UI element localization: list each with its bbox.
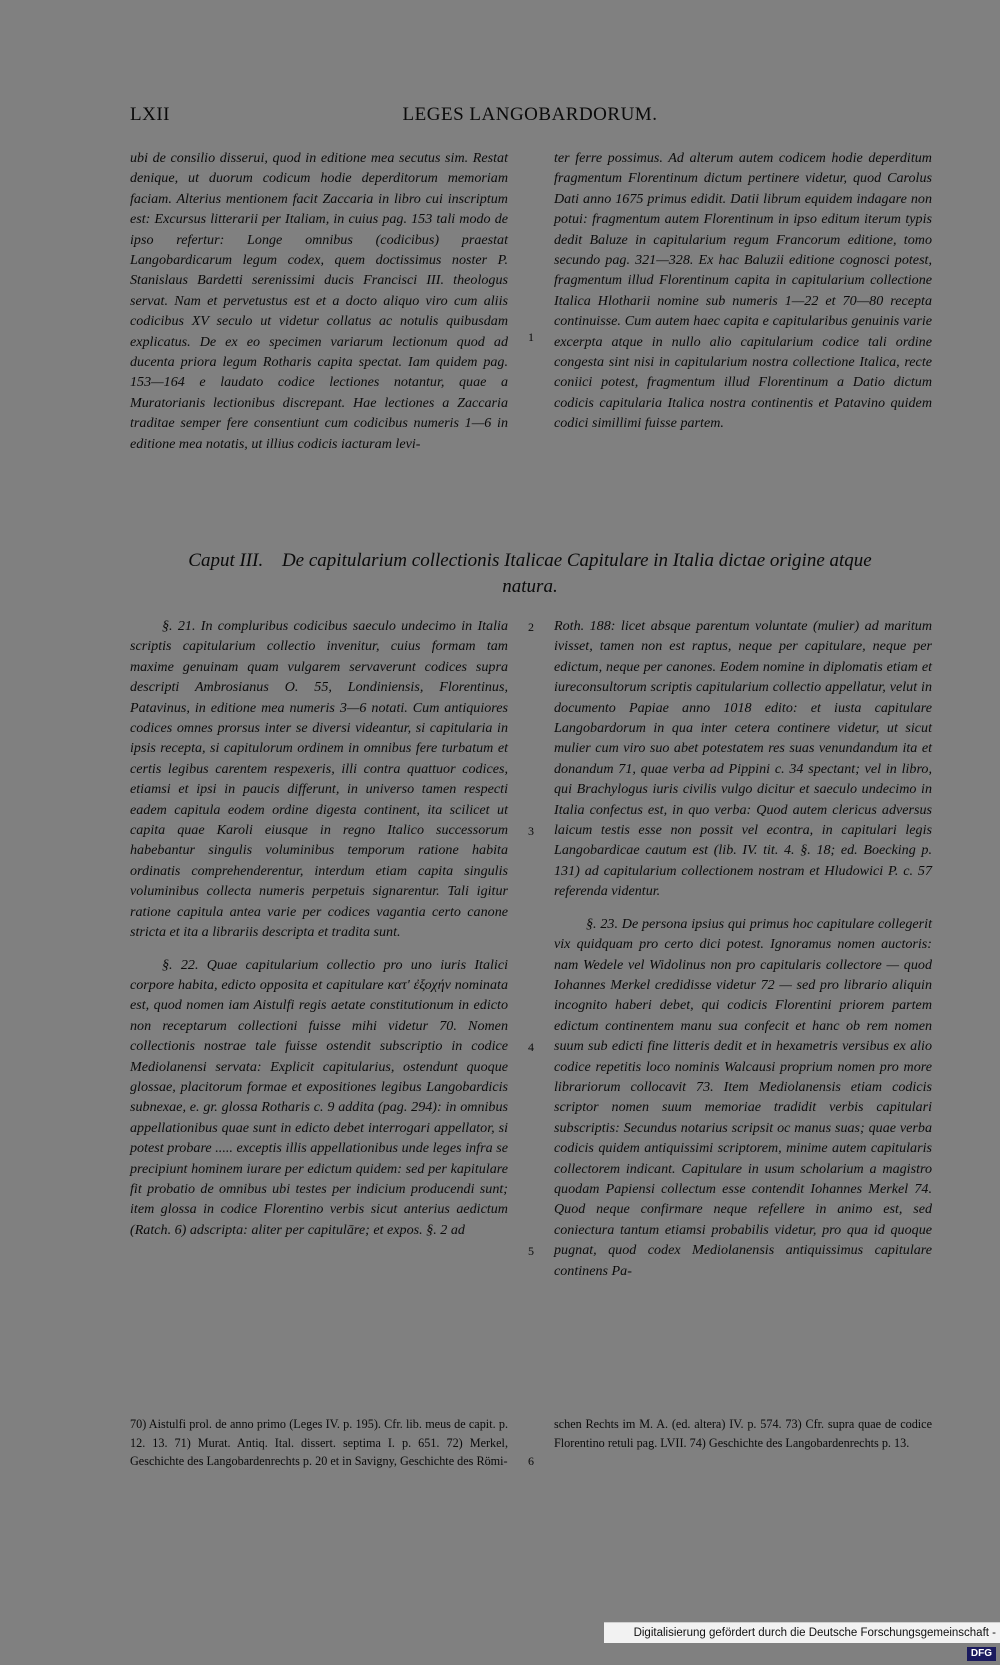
page-number: LXII (130, 104, 170, 125)
chapter-title: De capitularium collectionis Italicae Capitulare in Italia dictae origine atque natura. (281, 550, 872, 597)
line-number: 2 (528, 620, 534, 634)
dfg-logo: DFG (967, 1647, 996, 1661)
line-number: 1 (528, 330, 534, 344)
running-title: LEGES LANGOBARDORUM. (402, 104, 658, 125)
line-number: 5 (528, 1244, 534, 1258)
page-header (130, 104, 930, 130)
funding-text: Digitalisierung gefördert durch die Deutsche Forschungsgemeinschaft - (633, 1627, 996, 1639)
text-column-upper-left (130, 148, 508, 454)
text-column-upper-right (554, 148, 932, 434)
text-column-lower-left (130, 616, 508, 1240)
paragraph: Roth. 188: licet absque parentum voluntate (mulier) ad maritum ivisset, tamen non est raptus, neque per capitulare, neque per edictum, neque per canones. Eodem nomine in diplomatis etiam et iureconsultorum scriptis capitularium collectio appellatur, velut in documento Papiae anno 1018 edito: et iusta capitulare Langobardorum in qua inter cetera continere videtur, ut sicut mulier cum viro suo abet potestatem res suas venundandum ita et donandum 71, quae verba ad Pippini c. 34 spectant; vel in libro, qui Brachylogus iuris civilis vulgo dicitur et saeculo undecimo in Italia confectus est, in quo verba: Quod autem clericus adversus laicum testis esse non possit vel econtra, in capitulari legis Langobardicae cautum est (lib. IV. tit. 4. §. 18; ed. Boecking p. 131) ad capitularium collectionem nostram et Hludowici P. c. 57 referenda videntur. (554, 618, 932, 900)
line-number: 3 (528, 824, 534, 838)
section-23: §. 23. De persona ipsius qui primus hoc capitulare collegerit vix quidquam pro certo dici potest. Ignoramus nomen auctoris: nam Wedele vel Widolinus non pro capitularis collectore — quod Iohannes Merkel credidisse videtur 72 — sed pro librario aliquin incognito haberi debet, qui codicis Florentini priorem partem edictum continentem manu sua confecit et hanc ob rem nomen suum sub edicti fine litteris dedit et in hexametris versibus ex alio codice repetitis loco nominis Walcausi proprium nomen pro more librariorum collocavit 73. Item Mediolanensis etiam codicis scriptor nomen suum memoriae tradidit verbis capitulari subscriptis: Secundus notarius scripsit oc manus suas; quae verba codicis quidem antiquissimi scriptorem, minime autem capitularis collectorem indicant. Capitulare in usum scholarium a magistro quodam Papiensi collectum esse contendit Iohannes Merkel 74. Quod neque confirmare neque refellere in animo est, sed coniectura tantum etiamsi probabilis videtur, pro qua id quoque pugnat, quod codex Mediolanensis antiquissimus capitulare continens Pa- (554, 915, 932, 1279)
paragraph: ubi de consilio disserui, quod in editione mea secutus sim. Restat denique, ut duorum codicum hodie deperditorum memoriam faciam. Alterius mentionem facit Zaccaria in libro cui inscriptum est: Excursus litterarii per Italiam, in cuius pag. 153 tali modo de ipso refertur: Longe omnibus (codicibus) praestat Langobardicarum legum codex, quem doctissimus noster P. Stanislaus Bardetti serenissimi ducis Francisci III. theologus servat. Nam et pervetustus est et a docto aliquo viro cum aliis codicibus XV seculo ut videtur collatus ac notulis quibusdam explicatus. De ex eo specimen variarum lectionum quod ad ducenta priora legum Rotharis capita spectat. Iam quidem pag. 153—164 e laudato codice lectiones notantur, quae a Muratorianis lectionibus discrepant. Hae lectiones a Zaccaria traditae semper fere consentiunt cum codicibus numeris 1—6 in editione mea notatis, ut illius codicis iacturam levi- (130, 150, 508, 452)
footnote-text: schen Rechts im M. A. (ed. altera) IV. p. 574. 73) Cfr. supra quae de codice Florentino retuli pag. LVII. 74) Geschichte des Langobardenrechts p. 13. (554, 1417, 932, 1450)
line-number: 6 (528, 1454, 534, 1468)
chapter-heading (160, 548, 900, 600)
paragraph: ter ferre possimus. Ad alterum autem codicem hodie deperditum fragmentum Florentinum dictum pertinere videtur, quod Carolus Dati anno 1675 primus edidit. Datii librum equidem indagare non potui: fragmentum autem Florentinum in ipso editum iterum typis dedit Baluze in capitularium regum Francorum editione, tomo secundo pag. 321—328. Ex hac Baluzii editione cognosci potest, fragmentum illud Florentinum capita in capitularium collectione Italica Hlotharii nomine sub numeris 1—22 et 70—80 recepta continuisse. Cum autem haec capita e capitularibus genuinis varie excerpta atque in nullo alio capitularium codice tali ordine congesta sint nisi in capitularium nostra collectione Italica, recte coniici potest, fragmentum illud Florentinum a Datio dictum codicis capitularia Italica nostra continentis et Patavino quidem codici simillimi fuisse partem. (554, 150, 932, 432)
footnote-text: 70) Aistulfi prol. de anno primo (Leges IV. p. 195). Cfr. lib. meus de capit. p. 12. 13. 71) Murat. Antiq. Ital. dissert. septima I. p. 651. 72) Merkel, Geschichte des Langobardenrechts p. 20 et in Savigny, Geschichte des Römi- (130, 1417, 508, 1469)
section-22: §. 22. Quae capitularium collectio pro uno iuris Italici corpore habita, edicto opposita et capitulare κατ' ἐξοχήν nominata est, quod nomen iam Aistulfi regis aetate constitutionum in edicto non receptarum collectioni fuisse mihi videtur 70. Nomen collectionis nostrae tale fuisse ostendit subscriptio in codice Mediolanensi servata: Explicit capitularius, ostendunt quoque glossae, placitorum formae et expositiones legibus Langobardicis subnexae, e. gr. glossa Rotharis c. 9 addita (pag. 294): in omnibus appellationibus quae sunt in edicto debet interrogari appellator, si potest probare ..... exceptis illis appellationibus unde leges infra se precipiunt hominem iurare per edictum quidem: sed per kapitulare fit probatio de omnibus ubi testes per indicium producendi sunt; item glossa in codice Florentino verbis sicut anterius aedictum (Ratch. 6) adscripta: aliter per capitulāre; et expos. §. 2 ad (130, 956, 508, 1238)
footnotes-right (554, 1415, 932, 1452)
chapter-label: Caput III. (188, 550, 264, 571)
text-column-lower-right (554, 616, 932, 1281)
section-21: §. 21. In compluribus codicibus saeculo undecimo in Italia scriptis capitularium collectio invenitur, cuius formam tam maxime genuinam quam vulgarem servaverunt codices supra descripti Ambrosianus O. 55, Londiniensis, Florentinus, Patavinus, in editione mea numeris 3—6 notati. Cum antiquiores codices omnes prorsus inter se diversi videantur, si capitularia in ipsis recepta, si capitulorum ordinem in omnibus fere turbatum et certis legibus carentem respexeris, illi contra quattuor codices, etiamsi et ipsi in paucis differunt, in universo tamen respecti eadem capitula eodem ordine digesta continent, ita scilicet ut capita quae Karoli eiusque in regno Italico successorum habebantur singulis voluminibus temporum ratione habita ordinatis comprehenderentur, interdum etiam capita singulis voluminibus collecta numeris perpetuis signarentur. Tali igitur ratione capitula antea varie per codices vagantia certo canone stricta et ita a librariis descripta et tradita sunt. (130, 618, 508, 941)
funding-footer (604, 1622, 1000, 1659)
footnotes-left (130, 1415, 508, 1471)
line-number: 4 (528, 1040, 534, 1054)
